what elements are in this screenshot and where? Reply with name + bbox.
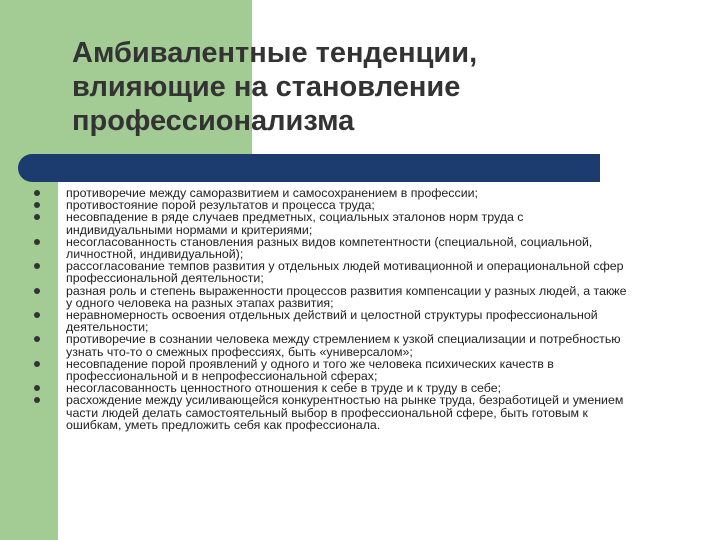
list-item-text: противостояние порой результатов и процесса труда; — [66, 198, 375, 213]
list-item — [34, 260, 704, 284]
list-item-text: части людей делать самостоятельный выбор в профессиональной сфере, быть готовым к — [66, 405, 588, 420]
list-item-text: разная роль и степень выраженности процессов развития компенсации у разных людей, а также — [66, 283, 627, 298]
page-title — [72, 36, 592, 138]
title-divider-bar — [18, 154, 600, 182]
list-item — [34, 236, 704, 260]
bullet-dot-icon — [34, 336, 40, 342]
title-line: Амбивалентные тенденции, — [72, 37, 478, 69]
bullet-dot-icon — [34, 239, 40, 245]
list-item-text: несогласованность становления разных видов компетентности (специальной, социальной, — [66, 234, 593, 249]
list-item-text: профессиональной деятельности; — [66, 271, 264, 286]
list-item-text: расхождение между усиливающейся конкурентностью на рынке труда, безработицей и умением — [66, 393, 624, 408]
bullet-list — [34, 187, 704, 431]
list-item-text: неравномерность освоения отдельных действий и целостной структуры профессиональной — [66, 308, 598, 323]
list-item — [34, 211, 704, 235]
bullet-dot-icon — [34, 263, 40, 269]
bullet-dot-icon — [34, 312, 40, 318]
list-item-text: рассогласование темпов развития у отдельных людей мотивационной и операциональной сфер — [66, 259, 624, 274]
list-item-text: противоречие между саморазвитием и самосохранением в профессии; — [66, 186, 478, 200]
list-item-text: ошибкам, уметь предложить себя как профессионала. — [66, 417, 381, 432]
list-item — [34, 309, 704, 333]
list-item — [34, 285, 704, 309]
bullet-dot-icon — [34, 190, 40, 196]
bullet-dot-icon — [34, 361, 40, 367]
list-item-text: узнать что-то о смежных профессиях, быть «универсалом»; — [66, 344, 413, 359]
list-item-text: несовпадение в ряде случаев предметных, социальных эталонов норм труда с — [66, 210, 524, 225]
bullet-dot-icon — [34, 214, 40, 220]
bullet-dot-icon — [34, 202, 40, 208]
title-line: профессионализма — [72, 105, 355, 137]
list-item-text: несогласованность ценностного отношения к себе в труде и к труду в себе; — [66, 381, 502, 396]
list-item — [34, 358, 704, 382]
bullet-dot-icon — [34, 397, 40, 403]
list-item-text: у одного человека на разных этапах развития; — [66, 295, 334, 310]
list-item-text: деятельности; — [66, 320, 149, 335]
list-item — [34, 394, 704, 431]
list-item-text: противоречие в сознании человека между стремлением к узкой специализации и потребностью — [66, 332, 621, 347]
bullet-dot-icon — [34, 385, 40, 391]
bullet-dot-icon — [34, 288, 40, 294]
list-item-text: личностной, индивидуальной); — [66, 247, 244, 262]
title-line: влияющие на становление — [72, 71, 461, 103]
list-item-text: несовпадение порой проявлений у одного и того же человека психических качеств в — [66, 356, 554, 371]
list-item-text: профессиональной и в непрофессиональной сферах; — [66, 369, 378, 384]
list-item-text: индивидуальными нормами и критериями; — [66, 222, 313, 237]
list-item — [34, 333, 704, 357]
